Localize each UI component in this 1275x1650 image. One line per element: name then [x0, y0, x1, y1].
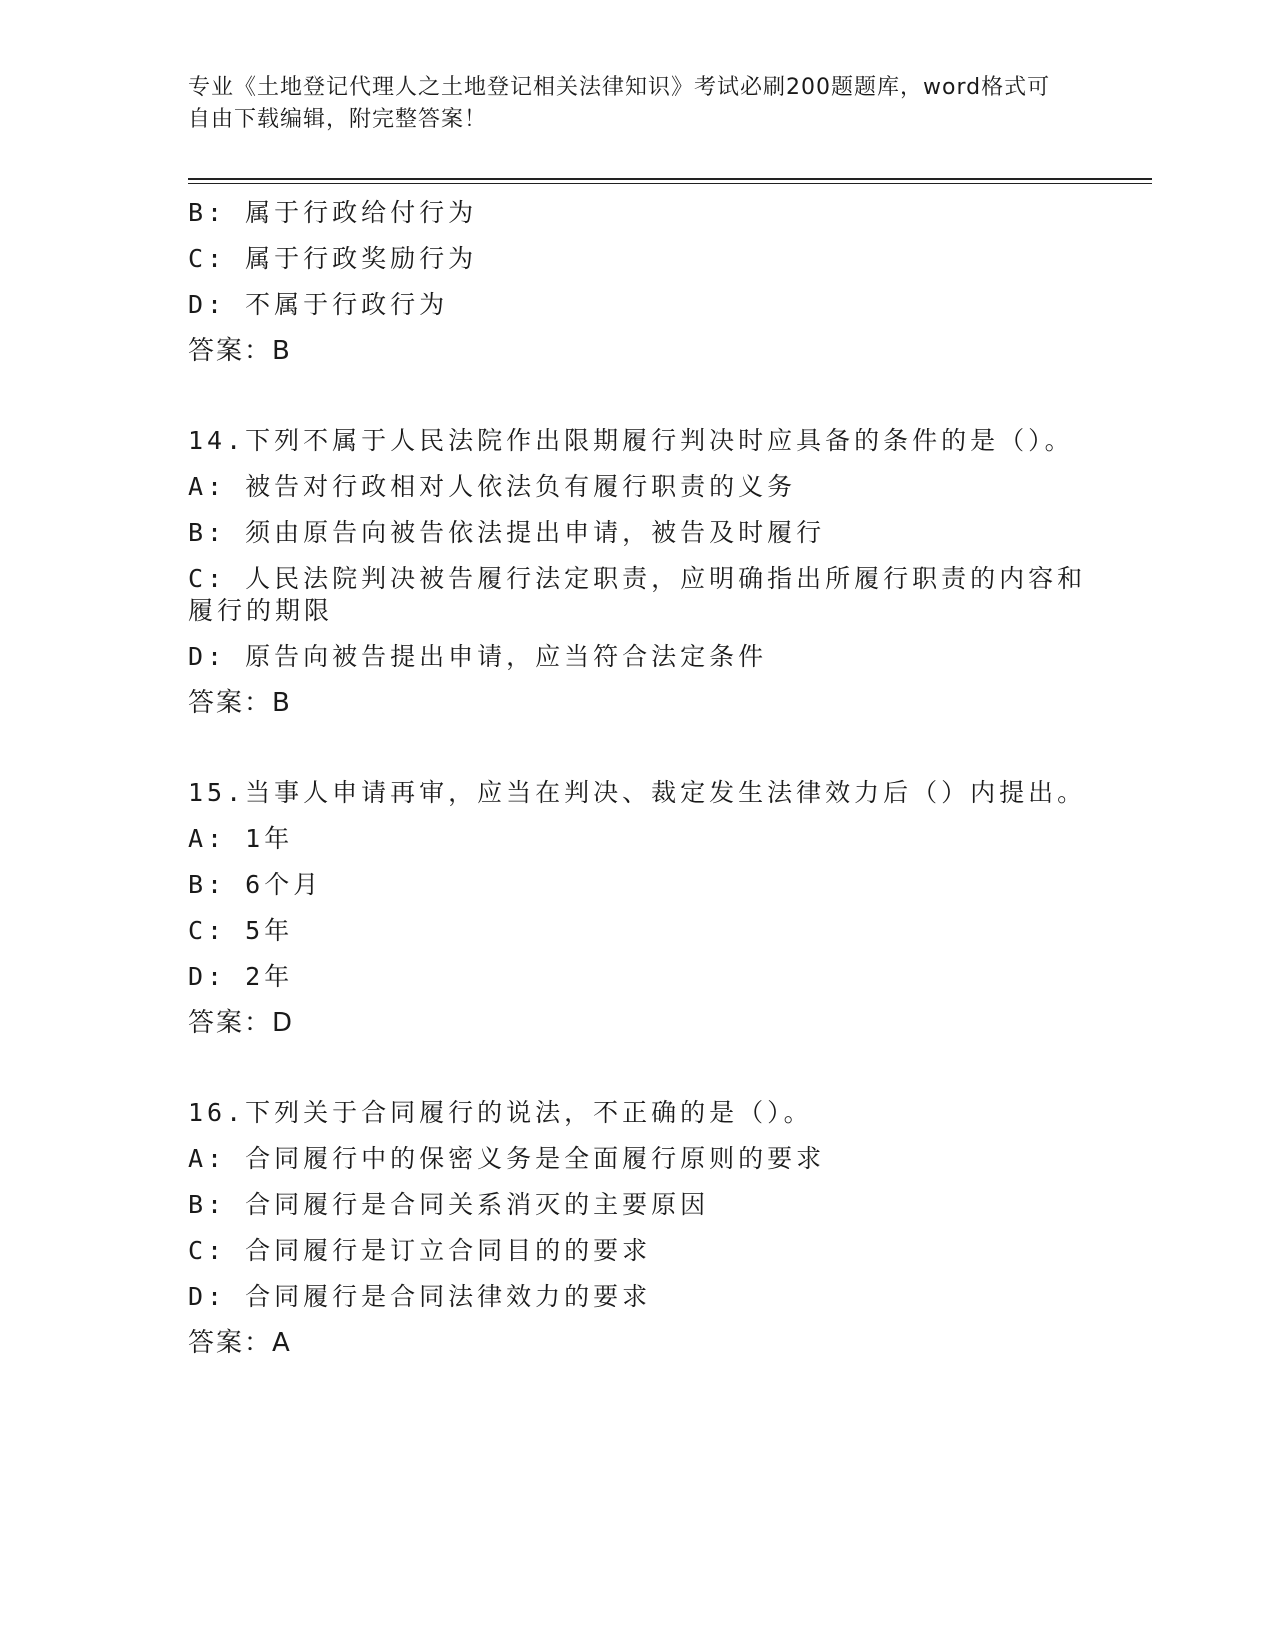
option-b: B: 属于行政给付行为	[188, 198, 478, 227]
option-c: C: 属于行政奖励行为	[188, 244, 478, 273]
answer: 答案：B	[188, 336, 292, 366]
header-divider-thin	[188, 183, 1152, 184]
option-c: C: 合同履行是订立合同目的的要求	[188, 1236, 652, 1265]
question-text: 14.下列不属于人民法院作出限期履行判决时应具备的条件的是（）。	[188, 426, 1074, 455]
option-d: D: 合同履行是合同法律效力的要求	[188, 1282, 652, 1311]
document-header: 专业《土地登记代理人之土地登记相关法律知识》考试必刷200题题库，word格式可自由下载编辑，附完整答案！	[188, 75, 1051, 132]
option-a: A: 合同履行中的保密义务是全面履行原则的要求	[188, 1144, 826, 1173]
question-16	[188, 1090, 1108, 1366]
option-b: B: 6个月	[188, 870, 323, 899]
option-c: C: 人民法院判决被告履行法定职责，应明确指出所履行职责的内容和履行的期限	[188, 564, 1087, 625]
option-c: C: 5年	[188, 916, 294, 945]
question-text: 16.下列关于合同履行的说法，不正确的是（）。	[188, 1098, 813, 1127]
question-14	[188, 418, 1108, 726]
answer: 答案：A	[188, 1328, 292, 1358]
option-b: B: 合同履行是合同关系消灭的主要原因	[188, 1190, 710, 1219]
option-a: A: 被告对行政相对人依法负有履行职责的义务	[188, 472, 797, 501]
option-d: D: 2年	[188, 962, 294, 991]
answer: 答案：B	[188, 688, 292, 718]
option-a: A: 1年	[188, 824, 294, 853]
option-b: B: 须由原告向被告依法提出申请，被告及时履行	[188, 518, 826, 547]
option-d: D: 原告向被告提出申请，应当符合法定条件	[188, 642, 768, 671]
option-d: D: 不属于行政行为	[188, 290, 449, 319]
question-list	[188, 190, 1108, 1366]
answer: 答案：D	[188, 1008, 295, 1038]
question-15	[188, 770, 1108, 1046]
question-13	[188, 190, 1108, 374]
question-text: 15.当事人申请再审，应当在判决、裁定发生法律效力后（）内提出。	[188, 778, 1087, 807]
header-divider-thick	[188, 178, 1152, 180]
